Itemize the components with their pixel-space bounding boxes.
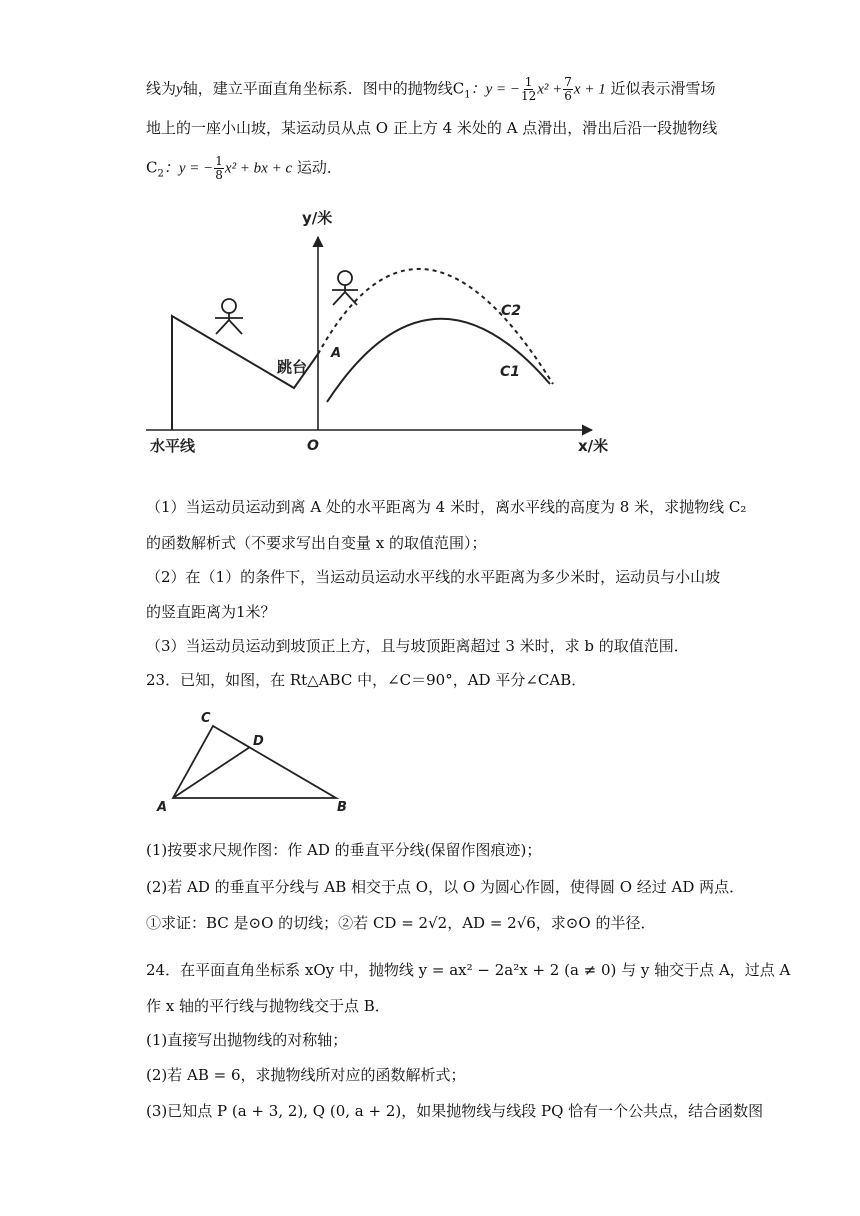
p22-c2-symbol: C [146, 158, 158, 177]
x-axis-label: x/米 [578, 437, 609, 455]
p22-line-3 [146, 155, 820, 185]
p22-q1-line-2: 的函数解析式（不要求写出自变量 x 的取值范围）； [146, 534, 487, 552]
frac-denominator: 6 [564, 89, 572, 103]
jump-label: 跳台 [277, 358, 308, 376]
p24-stem-line-1: 24．在平面直角坐标系 xOy 中，抛物线 y = ax² − 2a²x + 2 (a ≠ 0) 与 y 轴交于点 A，过点 A [146, 961, 791, 979]
p22-line-1 [146, 76, 820, 106]
point-d-label: D [253, 734, 264, 749]
p22-c2-eq-b: x² + bx + c [224, 160, 293, 177]
y-axis-label: y/米 [302, 209, 333, 227]
p22-c2-sub: 2 [157, 168, 164, 180]
skier-on-slope-icon [215, 299, 243, 334]
p23-q2: (2)若 AD 的垂直平分线与 AB 相交于点 O，以 O 为圆心作圆，使得圆 O 经过 AD 两点． [146, 878, 745, 896]
p22-line3-tail: 运动． [296, 158, 342, 177]
p23-q2-sub: ①求证：BC 是⊙O 的切线；②若 CD = 2√2，AD = 2√6，求⊙O 的半径． [146, 914, 656, 932]
p23-stem: 23．已知，如图，在 Rt△ABC 中，∠C＝90°，AD 平分∠CAB． [146, 671, 587, 689]
p22-c1-frac-2 [563, 76, 573, 103]
p24-q1: (1)直接写出抛物线的对称轴； [146, 1031, 348, 1049]
p22-q2-line-2: 的竖直距离为1米？ [146, 603, 276, 621]
point-a-label: A [331, 346, 342, 361]
segment-ad [173, 747, 250, 798]
horizontal-line-label: 水平线 [150, 437, 196, 455]
frac-numerator: 1 [215, 154, 223, 168]
frac-denominator: 12 [520, 89, 537, 103]
p22-q3: （3）当运动员运动到坡顶正上方，且与坡顶距离超过 3 米时，求 b 的取值范围． [146, 637, 689, 655]
p22-line1-text-a: 线为 [146, 79, 177, 98]
p22-q2-line-1: （2）在（1）的条件下，当运动员运动水平线的水平距离为多少米时，运动员与小山坡 [146, 568, 721, 586]
p24-q2: (2)若 AB = 6，求抛物线所对应的函数解析式； [146, 1066, 466, 1084]
p23-q1: (1)按要求尺规作图：作 AD 的垂直平分线(保留作图痕迹)； [146, 841, 542, 859]
p22-line1-y: y [176, 81, 183, 98]
p24-stem-line-2: 作 x 轴的平行线与抛物线交于点 B． [146, 997, 390, 1015]
p22-c1-frac-1 [521, 76, 536, 103]
vertex-a-label: A [157, 800, 168, 815]
p22-c2-eq-a: ：y = − [163, 160, 214, 177]
frac-numerator: 7 [564, 75, 572, 89]
ski-slope-figure [140, 200, 620, 465]
p22-c1-symbol: C [452, 79, 465, 98]
p22-c1-eq-c: x + 1 [573, 81, 606, 98]
vertex-b-label: B [337, 800, 347, 815]
frac-numerator: 1 [524, 75, 533, 89]
p22-c2-frac [214, 155, 224, 182]
p24-q3: (3)已知点 P (a + 3, 2), Q (0, a + 2)，如果抛物线与线段 PQ 恰有一个公共点，结合函数图 [146, 1102, 764, 1120]
p22-c1-sub: 1 [464, 89, 471, 101]
p22-line-2: 地上的一座小山坡，某运动员从点 O 正上方 4 米处的 A 点滑出，滑出后沿一段抛物线 [146, 119, 718, 137]
skier-in-air-icon [332, 271, 358, 305]
p22-c1-eq-a: ：y = − [470, 81, 520, 98]
p22-line1-text-b: 轴，建立平面直角坐标系．图中的抛物线 [182, 79, 453, 98]
triangle-figure [150, 705, 360, 820]
c2-label: C2 [501, 303, 522, 319]
c1-label: C1 [500, 364, 521, 380]
origin-label: O [307, 438, 319, 454]
p22-line1-tail: 近似表示滑雪场 [610, 79, 716, 98]
vertex-c-label: C [201, 711, 211, 726]
p22-q1-line-1: （1）当运动员运动到离 A 处的水平距离为 4 米时，离水平线的高度为 8 米，求抛物线 C₂ [146, 498, 747, 516]
frac-denominator: 8 [215, 168, 223, 182]
p22-c1-eq-b: x² + [537, 81, 563, 98]
